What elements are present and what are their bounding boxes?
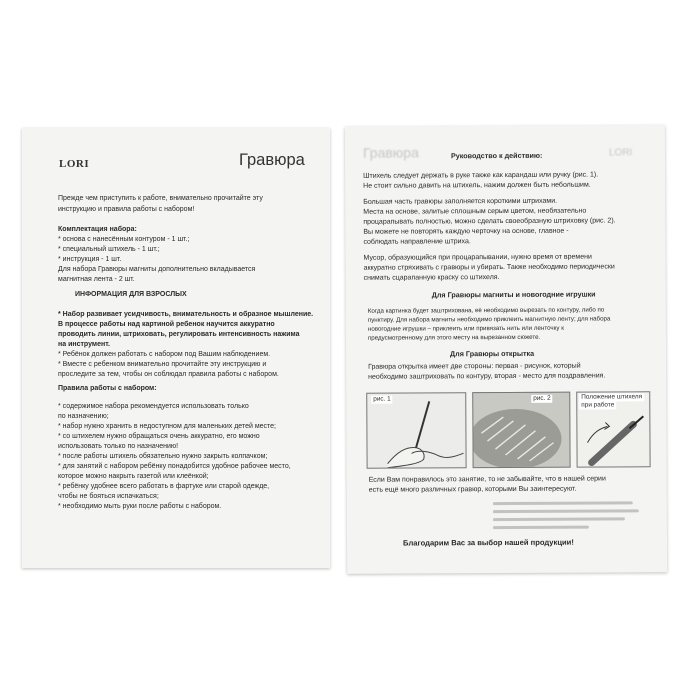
show-through-title: Гравюра xyxy=(362,144,419,161)
rule-line: * необходимо мыть руки после работы с набором. xyxy=(58,503,222,510)
adult-info-bold: на инструмент. xyxy=(58,341,110,348)
left-instruction-page xyxy=(22,128,330,568)
guide-text: Места на основе, залитые сплошным серым цветом, необязательно xyxy=(363,207,587,216)
kit-note: Для набора Гравюры магниты дополнительно вкладывается xyxy=(58,266,256,273)
kit-header: Комплектация набора: xyxy=(58,226,137,233)
hatching-texture-illustration xyxy=(473,393,569,468)
rule-line: * со штихелем нужно обращаться очень аккуратно, его можно xyxy=(58,433,260,440)
card-text: Гравюра открытка имеет две стороны: первая - рисунок, который xyxy=(368,362,581,371)
outro-text: Если Вам понравилось это занятие, то не забывайте, что в нашей серии xyxy=(368,475,606,484)
magnets-text: Когда картинка будет заштрихована, её необходимо вырезать по контуру, либо по xyxy=(367,306,605,315)
figure-2-hatching-example xyxy=(472,392,570,469)
manufacturer-info-blurred xyxy=(493,499,643,539)
adult-info-bold: * Набор развивает усидчивость, внимательность и образное мышление. xyxy=(58,311,314,318)
rule-line: * для занятий с набором ребёнку понадобится удобное рабочее место, xyxy=(58,463,291,470)
adult-info-text: * Вместе с ребенком внимательно прочитайте эту инструкцию и xyxy=(58,361,267,368)
guide-text: соблюдать направление штриха. xyxy=(363,238,471,246)
card-header: Для Гравюры открытка xyxy=(449,348,535,359)
rule-line: * после работы штихель обязательно нужно закрыть колпачком; xyxy=(58,453,268,460)
figure-3-label: Положение штихеля xyxy=(579,393,644,401)
rule-line: чтобы не бояться испачкаться; xyxy=(58,493,159,500)
adult-info-text: * Ребёнок должен работать с набором под Вашим наблюдением. xyxy=(58,351,271,358)
intro-line: Прежде чем приступить к работе, внимательно прочитайте эту xyxy=(58,195,263,202)
guide-text: Не стоит сильно давить на штихель, нажим должен быть небольшим. xyxy=(363,181,591,190)
kit-item: * специальный штихель - 1 шт.; xyxy=(58,246,160,253)
guide-header: Руководство к действию: xyxy=(450,150,543,161)
rule-line: использовать только по назначению! xyxy=(58,443,179,450)
rule-line: которое можно накрыть газетой или клеёнкой; xyxy=(58,473,209,480)
guide-text: процарапывать полностью, можно сделать своеобразную штриховку (рис. 2). xyxy=(363,217,616,226)
rule-line: по назначению; xyxy=(58,413,109,420)
figure-2-label: рис. 2 xyxy=(531,395,552,403)
rule-line: * содержимое набора рекомендуется использовать только xyxy=(58,403,249,410)
figure-1-hand-holding-tool xyxy=(366,392,466,469)
card-text: необходимо заштриховать по контуру, вторая - место для поздравления. xyxy=(368,372,606,381)
guide-text: Мусор, образующийся при процарапывании, нужно время от времени xyxy=(363,253,592,262)
intro-line: инструкцию и правила работы с набором! xyxy=(58,206,195,213)
guide-text: снимать сцарапанную краску со штихеля. xyxy=(363,274,500,282)
figure-1-label: рис. 1 xyxy=(371,396,392,404)
guide-text: Большая часть гравюры заполняется короткими штрихами. xyxy=(363,197,558,206)
adult-info-bold: проводить линии, штриховать, регулировать интенсивность нажима xyxy=(58,331,300,338)
rules-header: Правила работы с набором: xyxy=(58,385,157,392)
figure-3-label: при работе xyxy=(579,401,616,409)
adult-info-text: проследите за тем, чтобы он соблюдал правила работы с набором. xyxy=(58,371,279,378)
kit-note: магнитная лента - 2 шт. xyxy=(58,276,135,283)
rule-line: * набор нужно хранить в недоступном для маленьких детей месте; xyxy=(58,423,277,430)
adult-info-header: ИНФОРМАЦИЯ ДЛЯ ВЗРОСЛЫХ xyxy=(75,291,187,298)
thanks-message: Благодарим Вас за выбор нашей продукции! xyxy=(402,537,574,548)
rule-line: * ребёнку удобнее всего работать в фартуке или старой одежде, xyxy=(58,483,270,490)
blurred-text-block xyxy=(493,499,643,534)
magnets-text: предусмотренному для этого месту на вырезанном сюжете. xyxy=(367,333,541,342)
lori-logo: LORI xyxy=(59,158,90,170)
guide-text: Штихель следует держать в руке также как карандаш или ручку (рис. 1). xyxy=(363,171,599,180)
page-title: Гравюра xyxy=(239,151,305,169)
right-instruction-page xyxy=(345,125,667,574)
kit-item: * инструкция - 1 шт. xyxy=(58,256,122,263)
guide-text: Вы можете не повторять каждую черточку на основе, главное - xyxy=(363,227,569,236)
magnets-header: Для Гравюры магниты и новогодние игрушки xyxy=(431,289,596,300)
magnets-text: новогодние игрушки – приклеить или привязать нить или ленточку к xyxy=(367,324,564,333)
show-through-logo: LORI xyxy=(608,147,633,159)
guide-text: аккуратно стряхивать с гравюры и убирать. Также необходимо периодически xyxy=(363,263,615,272)
figure-3-tool-position xyxy=(576,391,650,467)
outro-text: есть ещё много различных гравюр, которыми Вы заинтересуют. xyxy=(368,485,577,494)
kit-item: * основа с нанесённым контуром - 1 шт.; xyxy=(58,236,190,243)
magnets-text: пунктиру. Для набора магниты необходимо приклеить магнитную ленту; для набора xyxy=(367,315,611,324)
hand-with-tool-illustration xyxy=(367,393,465,468)
adult-info-bold: В процессе работы над картиной ребенок научится аккуратно xyxy=(58,321,275,328)
